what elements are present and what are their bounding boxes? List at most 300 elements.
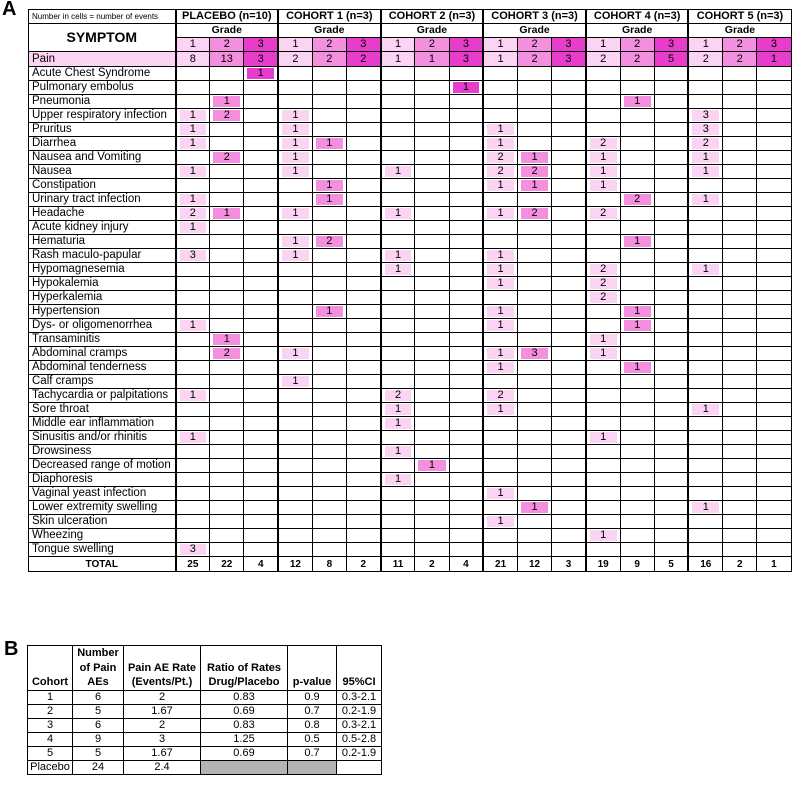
event-count-cell [483,277,517,291]
event-count-cell [620,81,654,95]
event-count-cell [244,151,278,165]
event-count-cell [620,445,654,459]
event-count-cell [517,403,551,417]
event-count-cell [552,221,586,235]
total-cell: 4 [244,557,278,572]
event-count-cell [312,361,346,375]
pain-table-cell: 1 [28,690,73,704]
event-count-cell [654,389,688,403]
event-count-cell [415,445,449,459]
event-count-cell [381,151,415,165]
event-count-cell [346,249,380,263]
event-count-cell [688,403,722,417]
event-count-value: 2 [213,152,240,163]
table-row [29,361,792,375]
event-count-cell [176,403,210,417]
event-count-cell [176,361,210,375]
symptom-label: Hyperkalemia [29,291,176,305]
event-count-cell [552,529,586,543]
event-count-cell [620,529,654,543]
event-count-value: 1 [487,138,514,149]
event-count-cell [586,95,620,109]
event-count-cell [757,347,791,361]
event-count-cell [757,403,791,417]
event-count-value: 1 [692,152,719,163]
event-count-value: 1 [180,320,207,331]
event-count-cell [415,459,449,473]
pain-table-row [28,690,382,704]
group-header-cohort-3: COHORT 3 (n=3) [483,10,586,24]
event-count-value: 1 [213,96,240,107]
event-count-cell [244,291,278,305]
event-count-cell [449,179,483,193]
event-count-cell [312,347,346,361]
event-count-cell [381,263,415,277]
event-count-cell [312,277,346,291]
event-count-cell [586,501,620,515]
event-count-cell [278,445,312,459]
event-count-cell [346,529,380,543]
event-count-cell [449,361,483,375]
event-count-cell [757,543,791,557]
pain-table-header: 95%CI [337,646,382,691]
event-count-cell [176,529,210,543]
event-count-cell [688,375,722,389]
event-count-cell [552,375,586,389]
event-count-cell [552,319,586,333]
symptom-label: Pneumonia [29,95,176,109]
event-count-cell [176,137,210,151]
event-count-cell [723,347,757,361]
pain-table-row [28,718,382,732]
event-count-cell [381,459,415,473]
pain-table-cell: 0.5 [288,732,337,746]
event-count-cell [244,179,278,193]
pain-table-cell: 2 [124,690,201,704]
event-count-cell [586,473,620,487]
event-count-cell [312,403,346,417]
event-count-cell [586,515,620,529]
event-count-value: 1 [590,530,617,541]
total-cell: 2 [723,557,757,572]
event-count-cell [449,333,483,347]
event-count-cell [586,249,620,263]
event-count-cell [244,249,278,263]
event-count-cell [552,67,586,81]
event-count-cell [552,277,586,291]
table-row [29,445,792,459]
event-count-cell [723,193,757,207]
event-count-cell [586,235,620,249]
event-count-cell [346,277,380,291]
event-count-cell [688,473,722,487]
event-count-cell [517,375,551,389]
symptom-label: Hypertension [29,305,176,319]
event-count-cell: 2 [312,52,346,67]
event-count-cell: 5 [654,52,688,67]
event-count-cell [688,361,722,375]
symptom-label: Tongue swelling [29,543,176,557]
event-count-cell [483,165,517,179]
event-count-cell [654,67,688,81]
event-count-cell [381,431,415,445]
event-count-cell: 1 [415,52,449,67]
event-count-cell [312,501,346,515]
pain-table-cell: 4 [28,732,73,746]
event-count-cell [449,165,483,179]
total-cell: 1 [757,557,791,572]
event-count-cell [620,137,654,151]
event-count-cell [210,179,244,193]
event-count-value: 1 [487,362,514,373]
event-count-cell [757,529,791,543]
event-count-value: 1 [487,348,514,359]
event-count-cell [552,291,586,305]
event-count-cell [517,445,551,459]
event-count-cell [415,403,449,417]
event-count-cell [552,501,586,515]
event-count-cell [620,109,654,123]
event-count-cell [517,277,551,291]
event-count-cell [176,179,210,193]
event-count-value: 2 [521,208,548,219]
event-count-cell [176,375,210,389]
event-count-cell [346,473,380,487]
event-count-cell [210,417,244,431]
event-count-cell [723,515,757,529]
event-count-cell [415,473,449,487]
event-count-cell [244,263,278,277]
event-count-cell [210,347,244,361]
event-count-cell [346,221,380,235]
event-count-cell [586,333,620,347]
event-count-cell [654,473,688,487]
event-count-cell [278,221,312,235]
event-count-cell [620,221,654,235]
event-count-cell [210,305,244,319]
table-row [29,123,792,137]
event-count-cell [620,123,654,137]
event-count-cell [346,81,380,95]
event-count-cell [210,249,244,263]
event-count-value: 1 [180,222,207,233]
event-count-cell [415,347,449,361]
event-count-cell [415,361,449,375]
event-count-value: 3 [180,250,207,261]
event-count-cell [723,431,757,445]
event-count-cell [346,389,380,403]
event-count-cell [176,109,210,123]
pain-table-cell [288,760,337,774]
total-cell: 19 [586,557,620,572]
event-count-cell [312,235,346,249]
event-count-cell [552,263,586,277]
grade-1-header: 1 [688,38,722,52]
event-count-cell [552,179,586,193]
event-count-cell [415,487,449,501]
event-count-cell [449,501,483,515]
event-count-value: 2 [590,208,617,219]
event-count-cell [586,389,620,403]
event-count-cell [552,431,586,445]
event-count-cell [176,487,210,501]
event-count-value: 1 [385,418,412,429]
pain-table-row [28,704,382,718]
event-count-value: 1 [180,124,207,135]
event-count-cell [449,193,483,207]
grade-label: Grade [688,24,791,38]
grade-2-header: 2 [210,38,244,52]
event-count-cell [278,501,312,515]
event-count-cell [176,333,210,347]
event-count-cell [381,375,415,389]
event-count-cell [620,151,654,165]
event-count-cell [415,249,449,263]
event-count-cell [586,347,620,361]
event-count-cell [278,417,312,431]
event-count-cell [620,487,654,501]
event-count-cell [620,333,654,347]
event-count-cell [586,487,620,501]
event-count-cell [312,123,346,137]
event-count-value: 1 [692,166,719,177]
event-count-cell [312,375,346,389]
event-count-cell [278,207,312,221]
event-count-cell [449,277,483,291]
event-count-cell [176,305,210,319]
pain-table-cell: 5 [28,746,73,760]
event-count-cell [278,151,312,165]
pain-table-cell: 0.3-2.1 [337,718,382,732]
grade-1-header: 1 [586,38,620,52]
event-count-cell [688,277,722,291]
event-count-cell [517,207,551,221]
event-count-cell [483,431,517,445]
event-count-cell [552,123,586,137]
symptom-label: Upper respiratory infection [29,109,176,123]
symptom-label: Diaphoresis [29,473,176,487]
event-count-cell [449,123,483,137]
event-count-cell [415,515,449,529]
event-count-cell [449,95,483,109]
event-count-cell [654,431,688,445]
event-count-cell [176,459,210,473]
event-count-cell [346,319,380,333]
event-count-cell [346,515,380,529]
event-count-value: 1 [487,180,514,191]
event-count-cell [757,515,791,529]
event-count-cell [483,529,517,543]
event-count-cell [552,151,586,165]
event-count-cell [415,375,449,389]
event-count-cell [278,81,312,95]
total-cell: 25 [176,557,210,572]
table-row [29,95,792,109]
pain-table-cell: 3 [28,718,73,732]
event-count-value: 1 [385,474,412,485]
event-count-cell: 8 [176,52,210,67]
event-count-cell [210,291,244,305]
event-count-cell [723,95,757,109]
event-count-cell [176,431,210,445]
event-count-value: 3 [692,110,719,121]
event-count-cell [381,123,415,137]
event-count-cell [723,165,757,179]
event-count-value: 1 [487,264,514,275]
event-count-value: 1 [180,110,207,121]
total-cell: 12 [517,557,551,572]
event-count-cell [312,543,346,557]
event-count-cell [176,291,210,305]
table-row [29,137,792,151]
event-count-cell [312,95,346,109]
event-count-cell [210,543,244,557]
event-count-cell [176,81,210,95]
event-count-cell [381,445,415,459]
total-cell: 22 [210,557,244,572]
event-count-value: 1 [487,306,514,317]
event-count-cell [210,123,244,137]
table-row [29,179,792,193]
group-header-placebo: PLACEBO (n=10) [176,10,279,24]
event-count-cell [723,235,757,249]
event-count-value: 1 [385,446,412,457]
event-count-cell [620,305,654,319]
symptom-label: Acute kidney injury [29,221,176,235]
event-count-cell [210,529,244,543]
event-count-cell [312,459,346,473]
event-count-cell [415,431,449,445]
event-count-cell [654,81,688,95]
group-header-cohort-2: COHORT 2 (n=3) [381,10,484,24]
event-count-cell [210,235,244,249]
event-count-cell [210,431,244,445]
event-count-cell [346,361,380,375]
event-count-cell [346,417,380,431]
event-count-cell [483,403,517,417]
event-count-cell [244,123,278,137]
event-count-value: 1 [590,166,617,177]
symptom-label: Decreased range of motion [29,459,176,473]
event-count-cell [415,81,449,95]
event-count-cell [381,389,415,403]
event-count-cell: 2 [278,52,312,67]
event-count-cell [244,473,278,487]
event-count-cell [723,179,757,193]
event-count-cell [517,347,551,361]
table-row [29,459,792,473]
event-count-cell [654,417,688,431]
event-count-cell [654,277,688,291]
table-row [29,473,792,487]
event-count-cell [688,249,722,263]
pain-table-cell: 0.3-2.1 [337,690,382,704]
event-count-cell [654,543,688,557]
event-count-cell [381,347,415,361]
group-header-cohort-4: COHORT 4 (n=3) [586,10,689,24]
event-count-cell [586,179,620,193]
symptom-column-header: SYMPTOM [29,24,176,52]
event-count-cell: 3 [552,52,586,67]
event-count-cell [415,417,449,431]
event-count-cell [415,123,449,137]
event-count-cell [176,151,210,165]
event-count-cell [244,487,278,501]
event-count-cell [517,473,551,487]
event-count-cell [688,487,722,501]
symptom-label: Constipation [29,179,176,193]
table-row [29,417,792,431]
event-count-cell: 1 [381,52,415,67]
event-count-cell [346,151,380,165]
total-cell: 2 [415,557,449,572]
group-header-cohort-1: COHORT 1 (n=3) [278,10,381,24]
event-count-cell [312,165,346,179]
event-count-cell [381,319,415,333]
symptom-label: Drowsiness [29,445,176,459]
event-count-cell [415,543,449,557]
event-count-cell [381,221,415,235]
pain-ae-rate-table [27,645,382,775]
event-count-cell [654,487,688,501]
event-count-cell [517,487,551,501]
event-count-cell [688,333,722,347]
event-count-cell [346,95,380,109]
event-count-cell [517,221,551,235]
event-count-cell [723,291,757,305]
event-count-cell [381,179,415,193]
event-count-cell [483,263,517,277]
event-count-cell [415,221,449,235]
table-row [29,515,792,529]
symptom-label: Urinary tract infection [29,193,176,207]
event-count-value: 3 [692,124,719,135]
event-count-cell [278,347,312,361]
grade-3-header: 3 [244,38,278,52]
event-count-cell [278,389,312,403]
event-count-cell [312,473,346,487]
panel-a-label: A [2,0,17,20]
event-count-cell [346,207,380,221]
event-count-cell [620,543,654,557]
event-count-cell [620,67,654,81]
event-count-cell [278,333,312,347]
event-count-cell [654,529,688,543]
event-count-cell [757,291,791,305]
event-count-cell [517,193,551,207]
event-count-cell [517,543,551,557]
event-count-cell [723,109,757,123]
event-count-cell [757,137,791,151]
event-count-cell [552,235,586,249]
event-count-cell: 3 [244,52,278,67]
event-count-cell [381,249,415,263]
event-count-cell [654,515,688,529]
event-count-cell [654,375,688,389]
event-count-cell [210,109,244,123]
event-count-cell [483,235,517,249]
event-count-cell [312,487,346,501]
pain-table-cell: 0.69 [201,746,288,760]
event-count-cell [483,347,517,361]
grade-2-header: 2 [312,38,346,52]
event-count-cell [620,235,654,249]
symptom-label: Pain [29,52,176,67]
event-count-cell [620,249,654,263]
event-count-cell [346,123,380,137]
event-count-cell [620,319,654,333]
event-count-cell [244,417,278,431]
